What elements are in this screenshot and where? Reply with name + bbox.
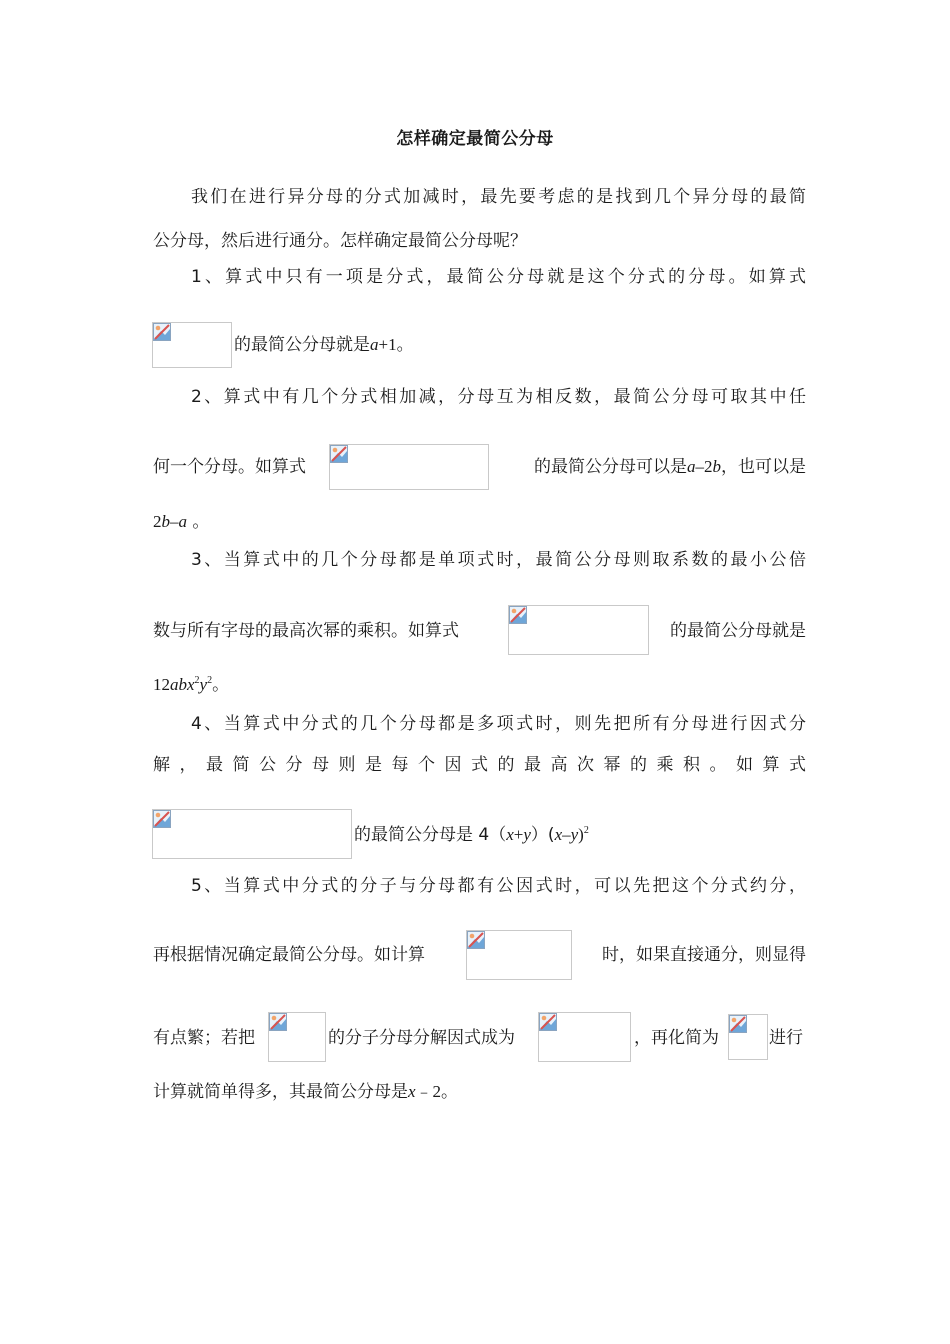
item5-after-img: 时，如果直接通分，则显得 bbox=[602, 945, 806, 965]
item5-l4-x: x bbox=[408, 1082, 416, 1101]
item2-expr-b: b bbox=[712, 457, 721, 476]
item5-line-1: 5、当算式中分式的分子与分母都有公因式时，可以先把这个分式约分， bbox=[191, 876, 806, 896]
document-title: 怎样确定最简公分母 bbox=[396, 129, 554, 149]
item3-exp-1: 2 bbox=[194, 675, 200, 686]
item4-x1: x bbox=[506, 825, 514, 844]
formula-image-4 bbox=[152, 809, 352, 859]
item2-after-img bbox=[491, 455, 806, 479]
item2-l3-dash: – bbox=[170, 512, 179, 531]
item5-l4-text: 计算就简单得多，其最简公分母是 bbox=[153, 1082, 408, 1102]
item3-exp-2: 2 bbox=[207, 675, 213, 686]
item1-expr-a: a bbox=[370, 335, 379, 354]
intro-line-2: 公分母，然后进行通分。怎样确定最简公分母呢？ bbox=[153, 231, 527, 251]
item4-y2: y bbox=[570, 825, 579, 844]
item2-expr-mid: –2 bbox=[695, 457, 713, 476]
intro-line-1: 我们在进行异分母的分式加减时，最先要考虑的是找到几个异分母的最简 bbox=[191, 187, 806, 207]
item5-line3-d: 进行 bbox=[769, 1028, 803, 1048]
item3-vars-1: abx bbox=[170, 675, 195, 694]
item5-line3-b: 的分子分母分解因式成为 bbox=[328, 1028, 515, 1048]
item3-coef: 12 bbox=[153, 675, 170, 694]
item4-x2: x bbox=[554, 825, 563, 844]
item4-y1: y bbox=[523, 825, 531, 844]
formula-image-7 bbox=[538, 1012, 631, 1062]
formula-image-5 bbox=[466, 930, 572, 980]
item1-text: 的最简公分母就是 bbox=[234, 335, 370, 355]
formula-image-8 bbox=[728, 1014, 768, 1060]
broken-image-icon bbox=[330, 445, 348, 463]
item4-close-1: ）( bbox=[530, 825, 555, 845]
item2-text: 的最简公分母可以是 bbox=[534, 457, 687, 477]
item4-close-2: ) bbox=[578, 825, 584, 844]
item2-l3-num: 2 bbox=[153, 512, 162, 531]
item3-vars-2: y bbox=[199, 675, 208, 694]
item2-before-img: 何一个分母。如算式 bbox=[153, 457, 306, 477]
item1-expr-rest: +1 bbox=[378, 335, 397, 354]
item4-line-1: 4、当算式中分式的几个分母都是多项式时，则先把所有分母进行因式分 bbox=[191, 714, 806, 734]
item5-line-4 bbox=[153, 1080, 806, 1104]
item3-before-img: 数与所有字母的最高次幂的乘积。如算式 bbox=[153, 621, 459, 641]
broken-image-icon bbox=[153, 810, 171, 828]
broken-image-icon bbox=[539, 1013, 557, 1031]
item3-line-1: 3、当算式中的几个分母都是单项式时，最简公分母则取系数的最小公倍 bbox=[191, 550, 806, 570]
item5-line3-a: 有点繁；若把 bbox=[153, 1028, 255, 1048]
item2-text-2: ，也可以是 bbox=[721, 457, 806, 477]
item1-end: 。 bbox=[396, 335, 414, 355]
item3-after-img: 的最简公分母就是 bbox=[670, 621, 806, 641]
item2-l3-b: b bbox=[161, 512, 170, 531]
broken-image-icon bbox=[729, 1015, 747, 1033]
item2-line-3 bbox=[153, 510, 806, 534]
item1-line-2 bbox=[234, 333, 534, 357]
broken-image-icon bbox=[269, 1013, 287, 1031]
formula-image-6 bbox=[268, 1012, 326, 1062]
item5-l4-end: ﹣2。 bbox=[415, 1082, 459, 1101]
formula-image-2 bbox=[329, 444, 489, 490]
item5-line3-c: ，再化简为 bbox=[634, 1028, 719, 1048]
item4-text: 的最简公分母是 4（ bbox=[354, 825, 507, 845]
formula-image-1 bbox=[152, 322, 232, 368]
broken-image-icon bbox=[467, 931, 485, 949]
item3-line-3 bbox=[153, 673, 806, 697]
formula-image-3 bbox=[508, 605, 649, 655]
item4-line-3 bbox=[354, 823, 754, 847]
item2-expr-a: a bbox=[687, 457, 696, 476]
item2-line-1: 2、算式中有几个分式相加减，分母互为相反数，最简公分母可取其中任 bbox=[191, 387, 806, 407]
item3-end: 。 bbox=[212, 675, 230, 695]
broken-image-icon bbox=[509, 606, 527, 624]
item4-minus: – bbox=[562, 825, 571, 844]
broken-image-icon bbox=[153, 323, 171, 341]
item4-line-2: 解，最简公分母则是每个因式的最高次幂的乘积。如算式 bbox=[153, 755, 806, 775]
item2-l3-end: 。 bbox=[187, 512, 210, 532]
item4-exp: 2 bbox=[583, 825, 589, 836]
item2-l3-a: a bbox=[178, 512, 187, 531]
item5-before-img: 再根据情况确定最简公分母。如计算 bbox=[153, 945, 425, 965]
item1-line-1: 1、算式中只有一项是分式，最简公分母就是这个分式的分母。如算式 bbox=[191, 267, 806, 287]
item4-plus: + bbox=[513, 825, 524, 844]
